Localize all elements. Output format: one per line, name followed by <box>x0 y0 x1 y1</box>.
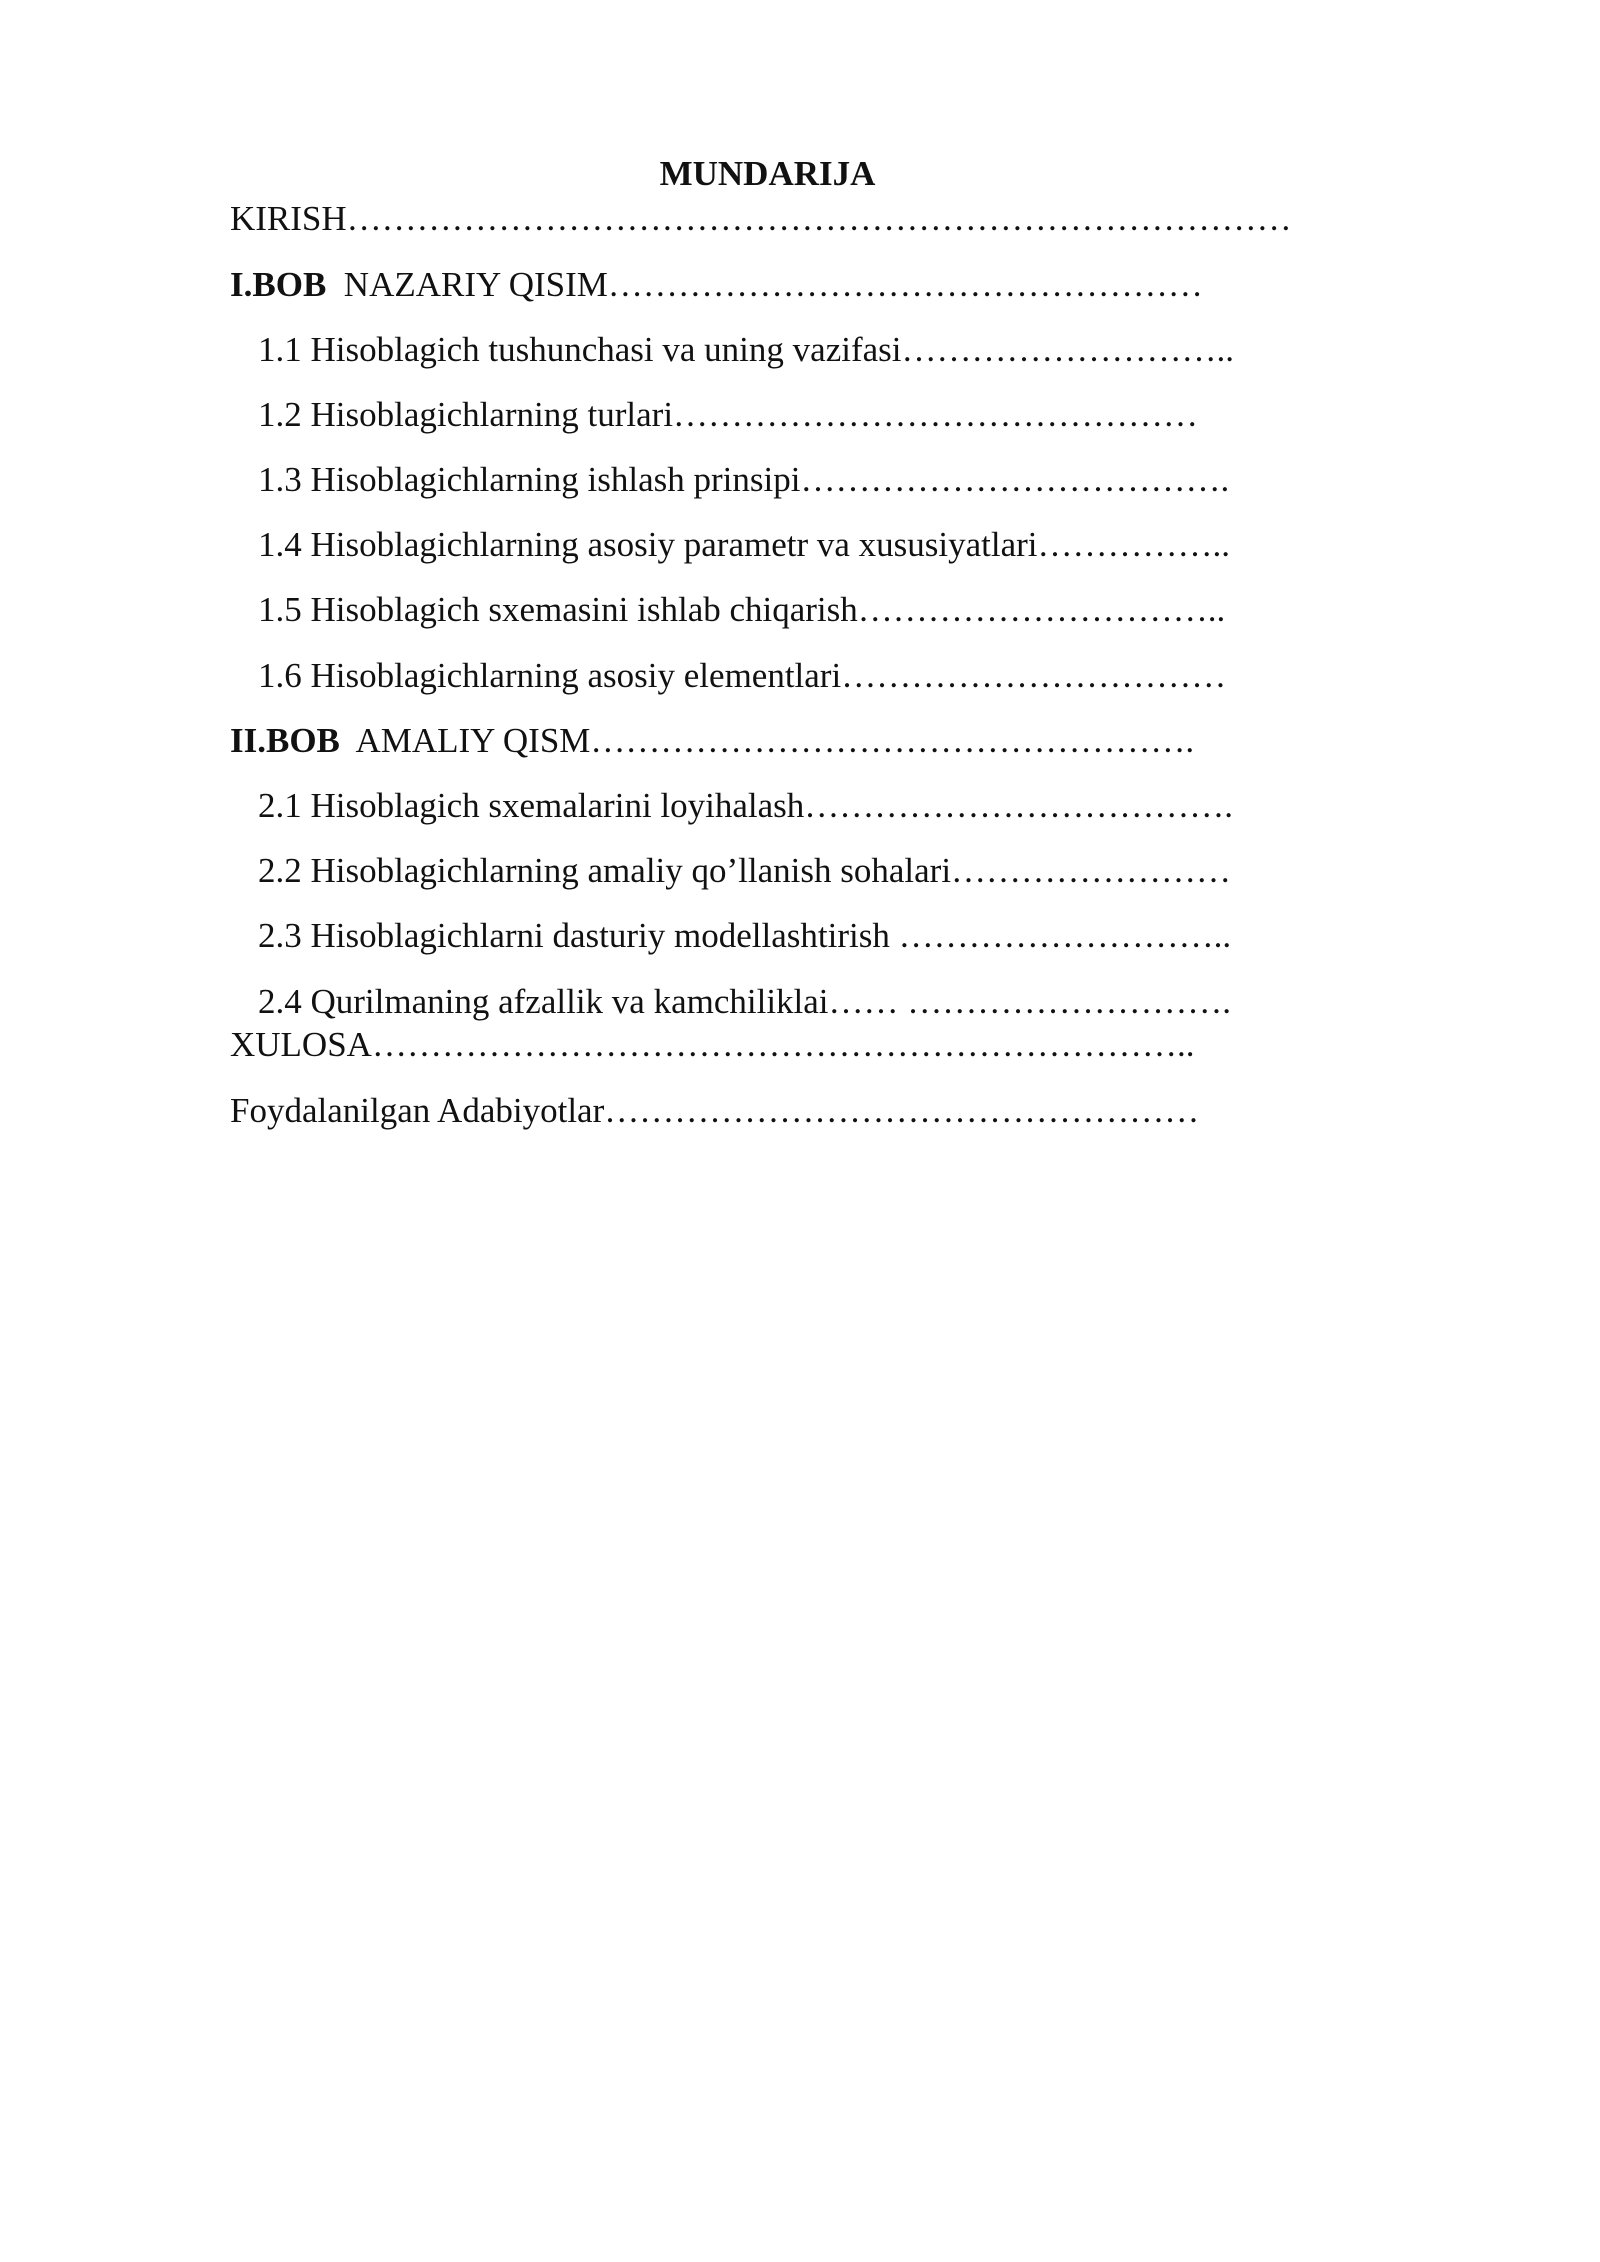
toc-entry-text: XULOSA…………………………………………………………….. <box>230 1025 1195 1064</box>
toc-entry-1-4 <box>258 523 1230 567</box>
toc-entry-2-2 <box>258 849 1231 893</box>
toc-entry-text: 2.2 Hisoblagichlarning amaliy qo’llanish sohalari…………………… <box>258 851 1232 890</box>
toc-entry-text: 1.5 Hisoblagich sxemasini ishlab chiqarish………………………….. <box>258 590 1226 629</box>
toc-entry-1-1 <box>258 328 1234 372</box>
toc-entry-text: 1.3 Hisoblagichlarning ishlash prinsipi………………………………. <box>258 460 1230 499</box>
toc-entry-1-2 <box>258 393 1198 437</box>
toc-entry-1-5 <box>258 588 1225 632</box>
toc-entry-text: 2.4 Qurilmaning afzallik va kamchiliklai…… ………………………. <box>258 982 1232 1021</box>
toc-entry-text: KIRISH……………………………………………………………………… <box>230 199 1292 238</box>
toc-entry-2-1 <box>258 784 1233 828</box>
toc-entry-text: Foydalanilgan Adabiyotlar…………………………………………… <box>230 1091 1200 1130</box>
toc-chapter-prefix: I.BOB <box>230 265 327 304</box>
toc-entry-2-4 <box>258 980 1231 1024</box>
toc-entry-kirish <box>230 197 1292 241</box>
toc-entry-2-3 <box>258 914 1231 958</box>
toc-chapter-prefix: II.BOB <box>230 721 340 760</box>
toc-entry-text: 1.4 Hisoblagichlarning asosiy parametr va xususiyatlari…………….. <box>258 525 1231 564</box>
toc-entry-text: 1.1 Hisoblagich tushunchasi va uning vazifasi……………………….. <box>258 330 1234 369</box>
toc-entry-1-6 <box>258 654 1226 698</box>
page-title: MUNDARIJA <box>659 154 876 193</box>
toc-entry-text: AMALIY QISM……………………………………………. <box>339 721 1195 760</box>
toc-entry-chapter-2 <box>230 719 1194 763</box>
toc-entry-1-3 <box>258 458 1229 502</box>
toc-entry-chapter-1 <box>230 263 1203 307</box>
toc-entry-text: 2.1 Hisoblagich sxemalarini loyihalash………………………………. <box>258 786 1234 825</box>
toc-entry-xulosa <box>230 1023 1194 1067</box>
toc-entry-text: 1.2 Hisoblagichlarning turlari……………………………………… <box>258 395 1199 434</box>
toc-entry-text: 2.3 Hisoblagichlarni dasturiy modellashtirish ……………………….. <box>258 916 1232 955</box>
toc-entry-text: NAZARIY QISIM…………………………………………… <box>326 265 1203 304</box>
toc-entry-references <box>230 1089 1199 1133</box>
toc-entry-text: 1.6 Hisoblagichlarning asosiy elementlari…………………………… <box>258 656 1227 695</box>
